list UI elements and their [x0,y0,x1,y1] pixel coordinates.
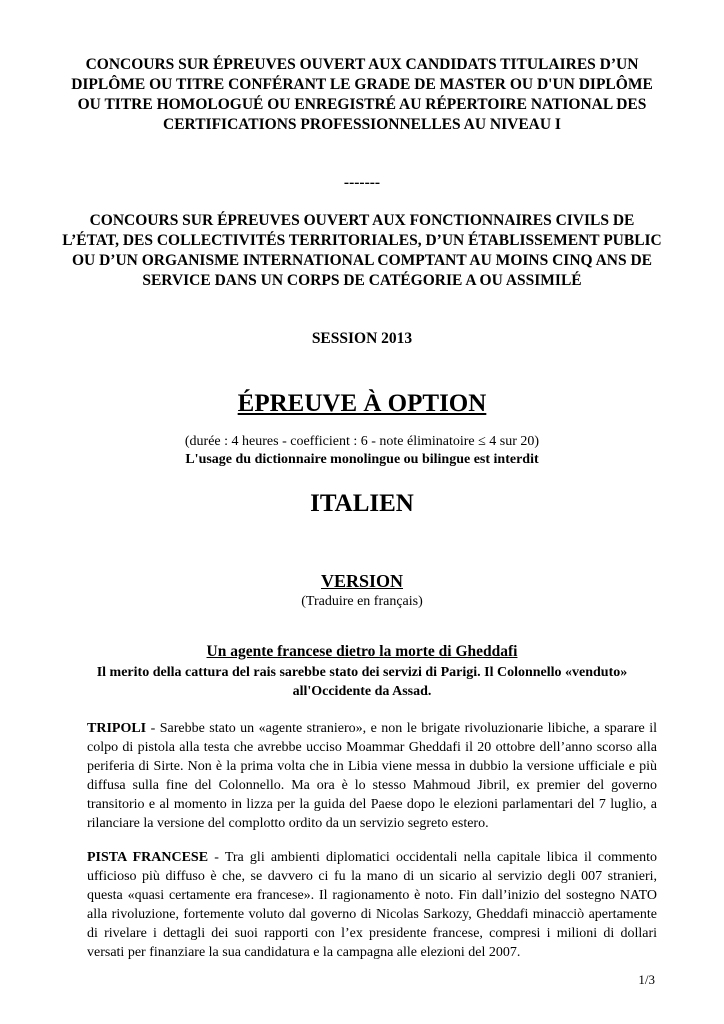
section-title: VERSION [320,571,404,591]
paragraph-text: - Tra gli ambienti diplomatici occidentali nella capitale libica il commento ufficioso più diffuso è che, se davvero ci fu la mano di un sicario al servizio degli 007 stranieri, questa «quasi certamente era francese». Il ragionamento è noto. Fin dall’inizio del sostegno NATO alla rivoluzione, fortemente voluto dal governo di Nicolas Sarkozy, Gheddafi minacciò apertamente di rivelare i dettagli dei suoi rapporti con l’ex presidente francese, compresi i milioni di dollari versati per finanziare la sua candidatura e la campagna alle elezioni del 2007. [87,850,657,960]
page-number: 1/3 [638,972,655,987]
header-concours-internal: CONCOURS SUR ÉPREUVES OUVERT AUX FONCTIONNAIRES CIVILS DE L’ÉTAT, DES COLLECTIVITÉS TERRITORIALES, D’UN ÉTABLISSEMENT PUBLIC OU D’UN ORGANISME INTERNATIONAL COMPTANT AU MOINS CINQ ANS DE SERVICE DANS UN CORPS DE CATÉGORIE A OU ASSIMILÉ [62,212,662,289]
language-title: ITALIEN [310,490,414,517]
article-paragraph [87,719,657,833]
article-subtitle: Il merito della cattura del rais sarebbe stato dei servizi di Parigi. Il Colonnello «venduto» all'Occidente da Assad. [96,665,628,699]
section-instruction: (Traduire en français) [301,594,423,609]
article-paragraph [87,848,657,962]
exam-title: ÉPREUVE À OPTION [237,390,487,417]
article-title: Un agente francese dietro la morte di Gheddafi [206,643,518,660]
session-label: SESSION 2013 [311,330,413,347]
paragraph-text: - Sarebbe stato un «agente straniero», e non le brigate rivoluzionarie libiche, a sparare il colpo di pistola alla testa che avrebbe ucciso Moammar Gheddafi il 20 ottobre dell’anno scorso alla periferia di Sirte. Non è la prima volta che in Libia viene messa in dubbio la versione ufficiale e più diffusa sulla fine del Colonnello. Ma ora è lo stesso Mahmoud Jibril, ex premier del governo transitorio e al momento in lizza per la guida del Paese dopo le elezioni parlamentari del 7 luglio, a rilanciare la versione del complotto ordito da un servizio segreto estero. [87,721,657,831]
dictionary-rule: L'usage du dictionnaire monolingue ou bilingue est interdit [185,452,539,467]
paragraph-lead: PISTA FRANCESE [87,850,209,865]
header-separator: ------- [343,174,381,191]
exam-duration: (durée : 4 heures - coefficient : 6 - note éliminatoire ≤ 4 sur 20) [184,434,540,449]
paragraph-lead: TRIPOLI [87,721,147,736]
header-concours-external: CONCOURS SUR ÉPREUVES OUVERT AUX CANDIDATS TITULAIRES D’UN DIPLÔME OU TITRE CONFÉRANT LE GRADE DE MASTER OU D'UN DIPLÔME OU TITRE HOMOLOGUÉ OU ENREGISTRÉ AU RÉPERTOIRE NATIONAL DES CERTIFICATIONS PROFESSIONNELLES AU NIVEAU I [71,56,653,133]
